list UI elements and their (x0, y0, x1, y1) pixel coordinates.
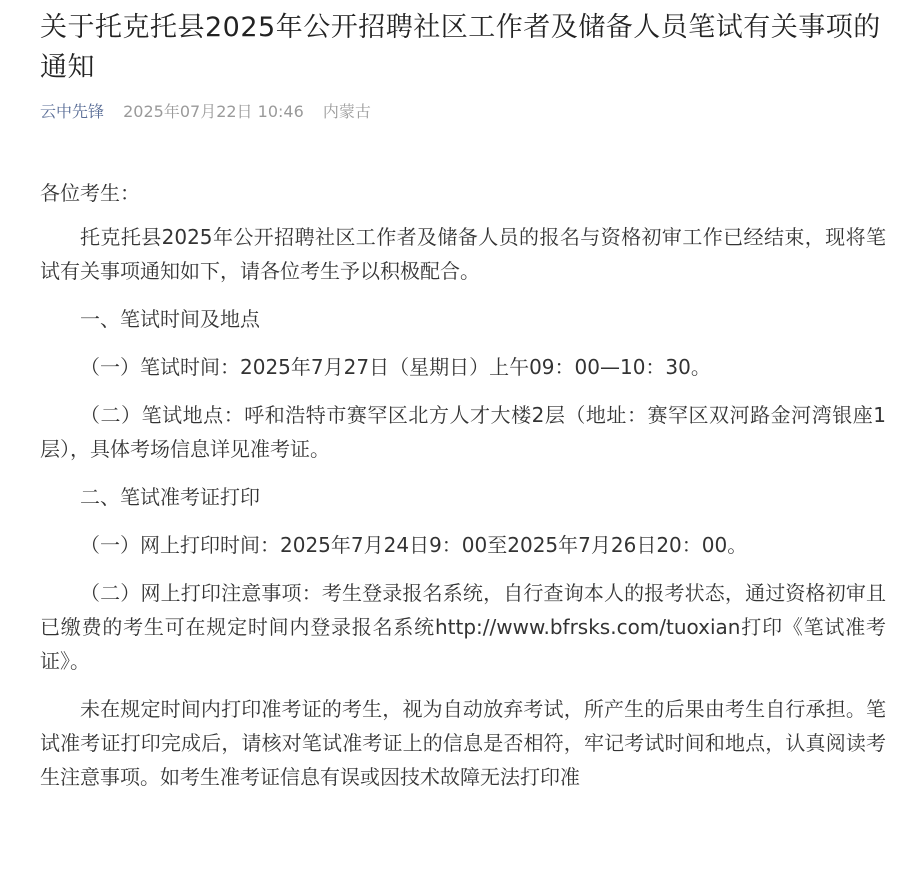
registration-system-url: http://www.bfrsks.com/tuoxian (434, 615, 741, 639)
notice-paragraph: 未在规定时间内打印准考证的考生，视为自动放弃考试，所产生的后果由考生自行承担。笔试准考证打印完成后，请核对笔试准考证上的信息是否相符，牢记考试时间和地点，认真阅读考生注意事项。如考生准考证信息有误或因技术故障无法打印准 (40, 697, 886, 789)
account-name-link[interactable]: 云中先锋 (40, 102, 105, 121)
intro-paragraph: 托克托县2025年公开招聘社区工作者及储备人员的报名与资格初审工作已经结束，现将笔试有关事项通知如下，请各位考生予以积极配合。 (40, 225, 886, 283)
section-1-heading: 一、笔试时间及地点 (80, 307, 260, 331)
section-2-item-1: （一）网上打印时间：2025年7月24日9：00至2025年7月26日20：00。 (80, 533, 748, 557)
section-2-item-2-text: （二）网上打印注意事项：考生登录报名系统，自行查询本人的报考状态，通过资格初审且已缴费的考生可在规定时间内登录报名系统 (40, 581, 886, 639)
publish-date: 2025年07月22日 10:46 (123, 102, 304, 121)
article-body (40, 176, 886, 794)
section-2-item-2 (40, 576, 886, 678)
section-2-heading: 二、笔试准考证打印 (80, 485, 260, 509)
article (40, 0, 886, 808)
section-1-item-2: （二）笔试地点：呼和浩特市赛罕区北方人才大楼2层（地址：赛罕区双河路金河湾银座1层），具体考场信息详见准考证。 (40, 403, 886, 461)
article-title: 关于托克托县2025年公开招聘社区工作者及储备人员笔试有关事项的通知 (40, 12, 881, 83)
article-meta (40, 100, 886, 124)
section-1-item-1: （一）笔试时间：2025年7月27日（星期日）上午09：00—10：30。 (80, 355, 711, 379)
salutation: 各位考生： (40, 181, 140, 205)
section-2-item-2-suffix: 打印《笔试准考证》。 (40, 615, 887, 673)
publish-location: 内蒙古 (322, 102, 371, 121)
